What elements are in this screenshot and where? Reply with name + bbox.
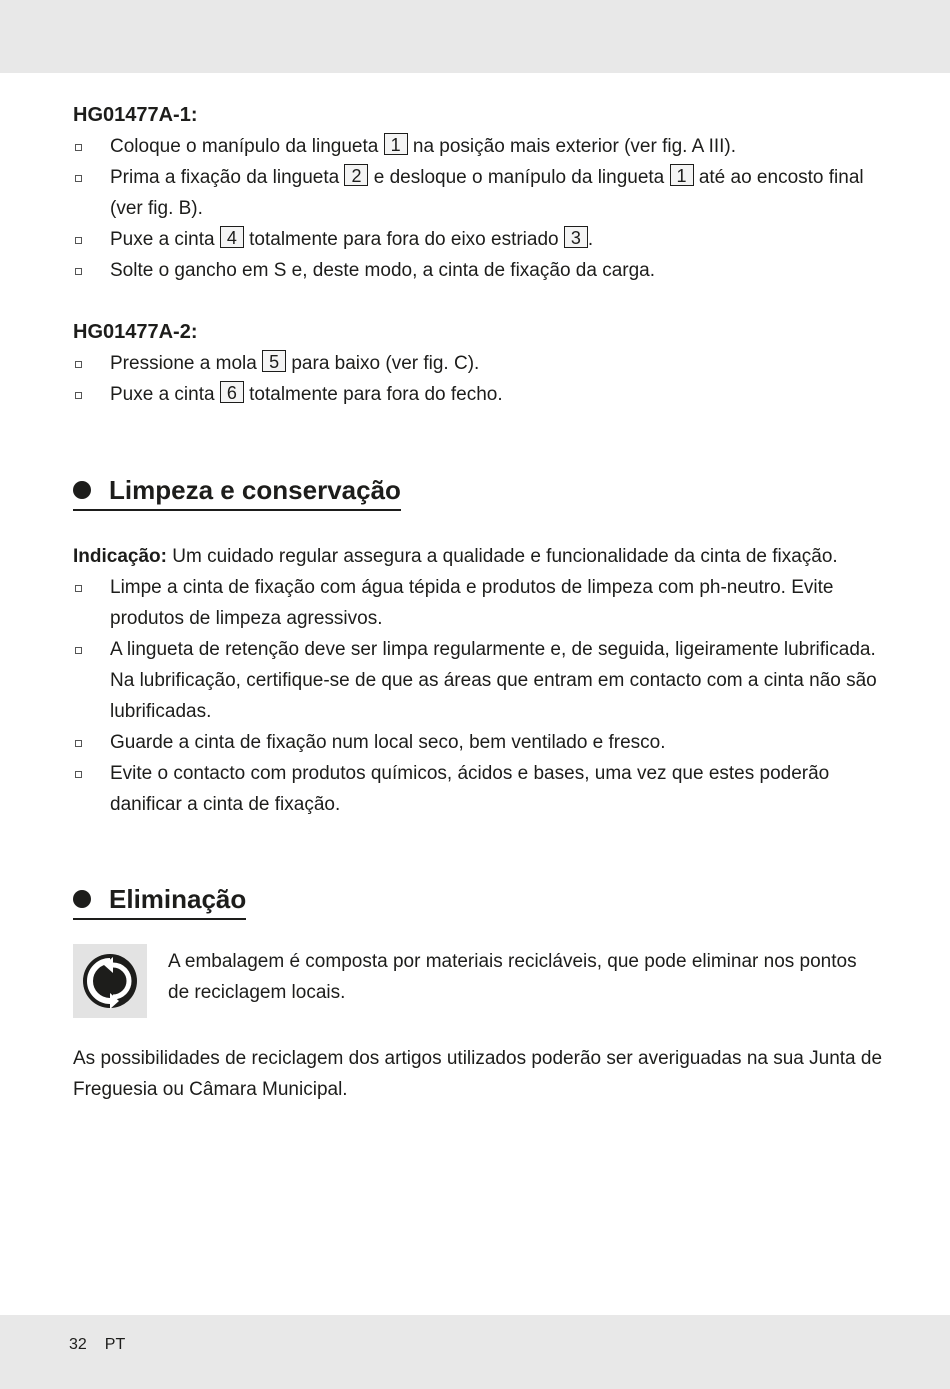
part-number-badge: 1 — [384, 133, 408, 155]
cleaning-note — [73, 541, 883, 572]
list-item: Guarde a cinta de fixação num local seco, bem ventilado e fresco. — [73, 727, 883, 758]
language-code: PT — [104, 1336, 126, 1353]
green-dot-recycling-icon — [73, 944, 147, 1018]
checkbox-bullet-icon — [75, 144, 82, 151]
checkbox-bullet-icon — [75, 740, 82, 747]
page-number: 32 — [69, 1336, 87, 1353]
packaging-recycling-block — [73, 944, 883, 1018]
section-title-cleaning: Limpeza e conservação — [73, 473, 401, 511]
page-content — [73, 100, 883, 1105]
part-number-badge: 4 — [220, 226, 244, 248]
list-item: Limpe a cinta de fixação com água tépida e produtos de limpeza com ph-neutro. Evite produtos de limpeza agressivos. — [73, 572, 883, 634]
bullet-dot-icon — [73, 890, 91, 908]
checkbox-bullet-icon — [75, 647, 82, 654]
checkbox-bullet-icon — [75, 392, 82, 399]
list-item: A lingueta de retenção deve ser limpa regularmente e, de seguida, ligeiramente lubrificada. Na lubrificação, certifique-se de que as áreas que entram em contacto com a cinta não são lubrificadas. — [73, 634, 883, 727]
list-item: Puxe a cinta 6 totalmente para fora do fecho. — [73, 379, 883, 410]
steps-list-2 — [73, 348, 883, 410]
checkbox-bullet-icon — [75, 175, 82, 182]
part-number-badge: 5 — [262, 350, 286, 372]
checkbox-bullet-icon — [75, 361, 82, 368]
packaging-text: A embalagem é composta por materiais recicláveis, que pode eliminar nos pontos de reciclagem locais. — [168, 951, 857, 1003]
part-number-badge: 2 — [344, 164, 368, 186]
list-item: Puxe a cinta 4 totalmente para fora do eixo estriado 3 . — [73, 224, 883, 255]
footer-band — [0, 1315, 950, 1389]
checkbox-bullet-icon — [75, 237, 82, 244]
cleaning-list — [73, 572, 883, 820]
recycling-info-text: As possibilidades de reciclagem dos artigos utilizados poderão ser averiguadas na sua Junta de Freguesia ou Câmara Municipal. — [73, 1048, 883, 1100]
section-title-disposal: Eliminação — [73, 882, 246, 920]
note-label: Indicação: — [73, 546, 167, 567]
list-item: Prima a fixação da lingueta 2 e desloque o manípulo da lingueta 1 até ao encosto final (ver fig. B). — [73, 162, 883, 224]
checkbox-bullet-icon — [75, 771, 82, 778]
part-number-badge: 1 — [670, 164, 694, 186]
subheading-hg01477a-2: HG01477A-2: — [73, 321, 198, 343]
page-footer — [69, 1333, 125, 1357]
bullet-dot-icon — [73, 481, 91, 499]
list-item: Pressione a mola 5 para baixo (ver fig. C). — [73, 348, 883, 379]
list-item: Solte o gancho em S e, deste modo, a cinta de fixação da carga. — [73, 255, 883, 286]
checkbox-bullet-icon — [75, 268, 82, 275]
checkbox-bullet-icon — [75, 585, 82, 592]
part-number-badge: 3 — [564, 226, 588, 248]
note-text: Um cuidado regular assegura a qualidade e funcionalidade da cinta de fixação. — [172, 546, 838, 567]
part-number-badge: 6 — [220, 381, 244, 403]
list-item: Coloque o manípulo da lingueta 1 na posição mais exterior (ver fig. A III). — [73, 131, 883, 162]
subheading-hg01477a-1: HG01477A-1: — [73, 104, 198, 126]
steps-list-1 — [73, 131, 883, 286]
header-band — [0, 0, 950, 73]
list-item: Evite o contacto com produtos químicos, ácidos e bases, uma vez que estes poderão danificar a cinta de fixação. — [73, 758, 883, 820]
